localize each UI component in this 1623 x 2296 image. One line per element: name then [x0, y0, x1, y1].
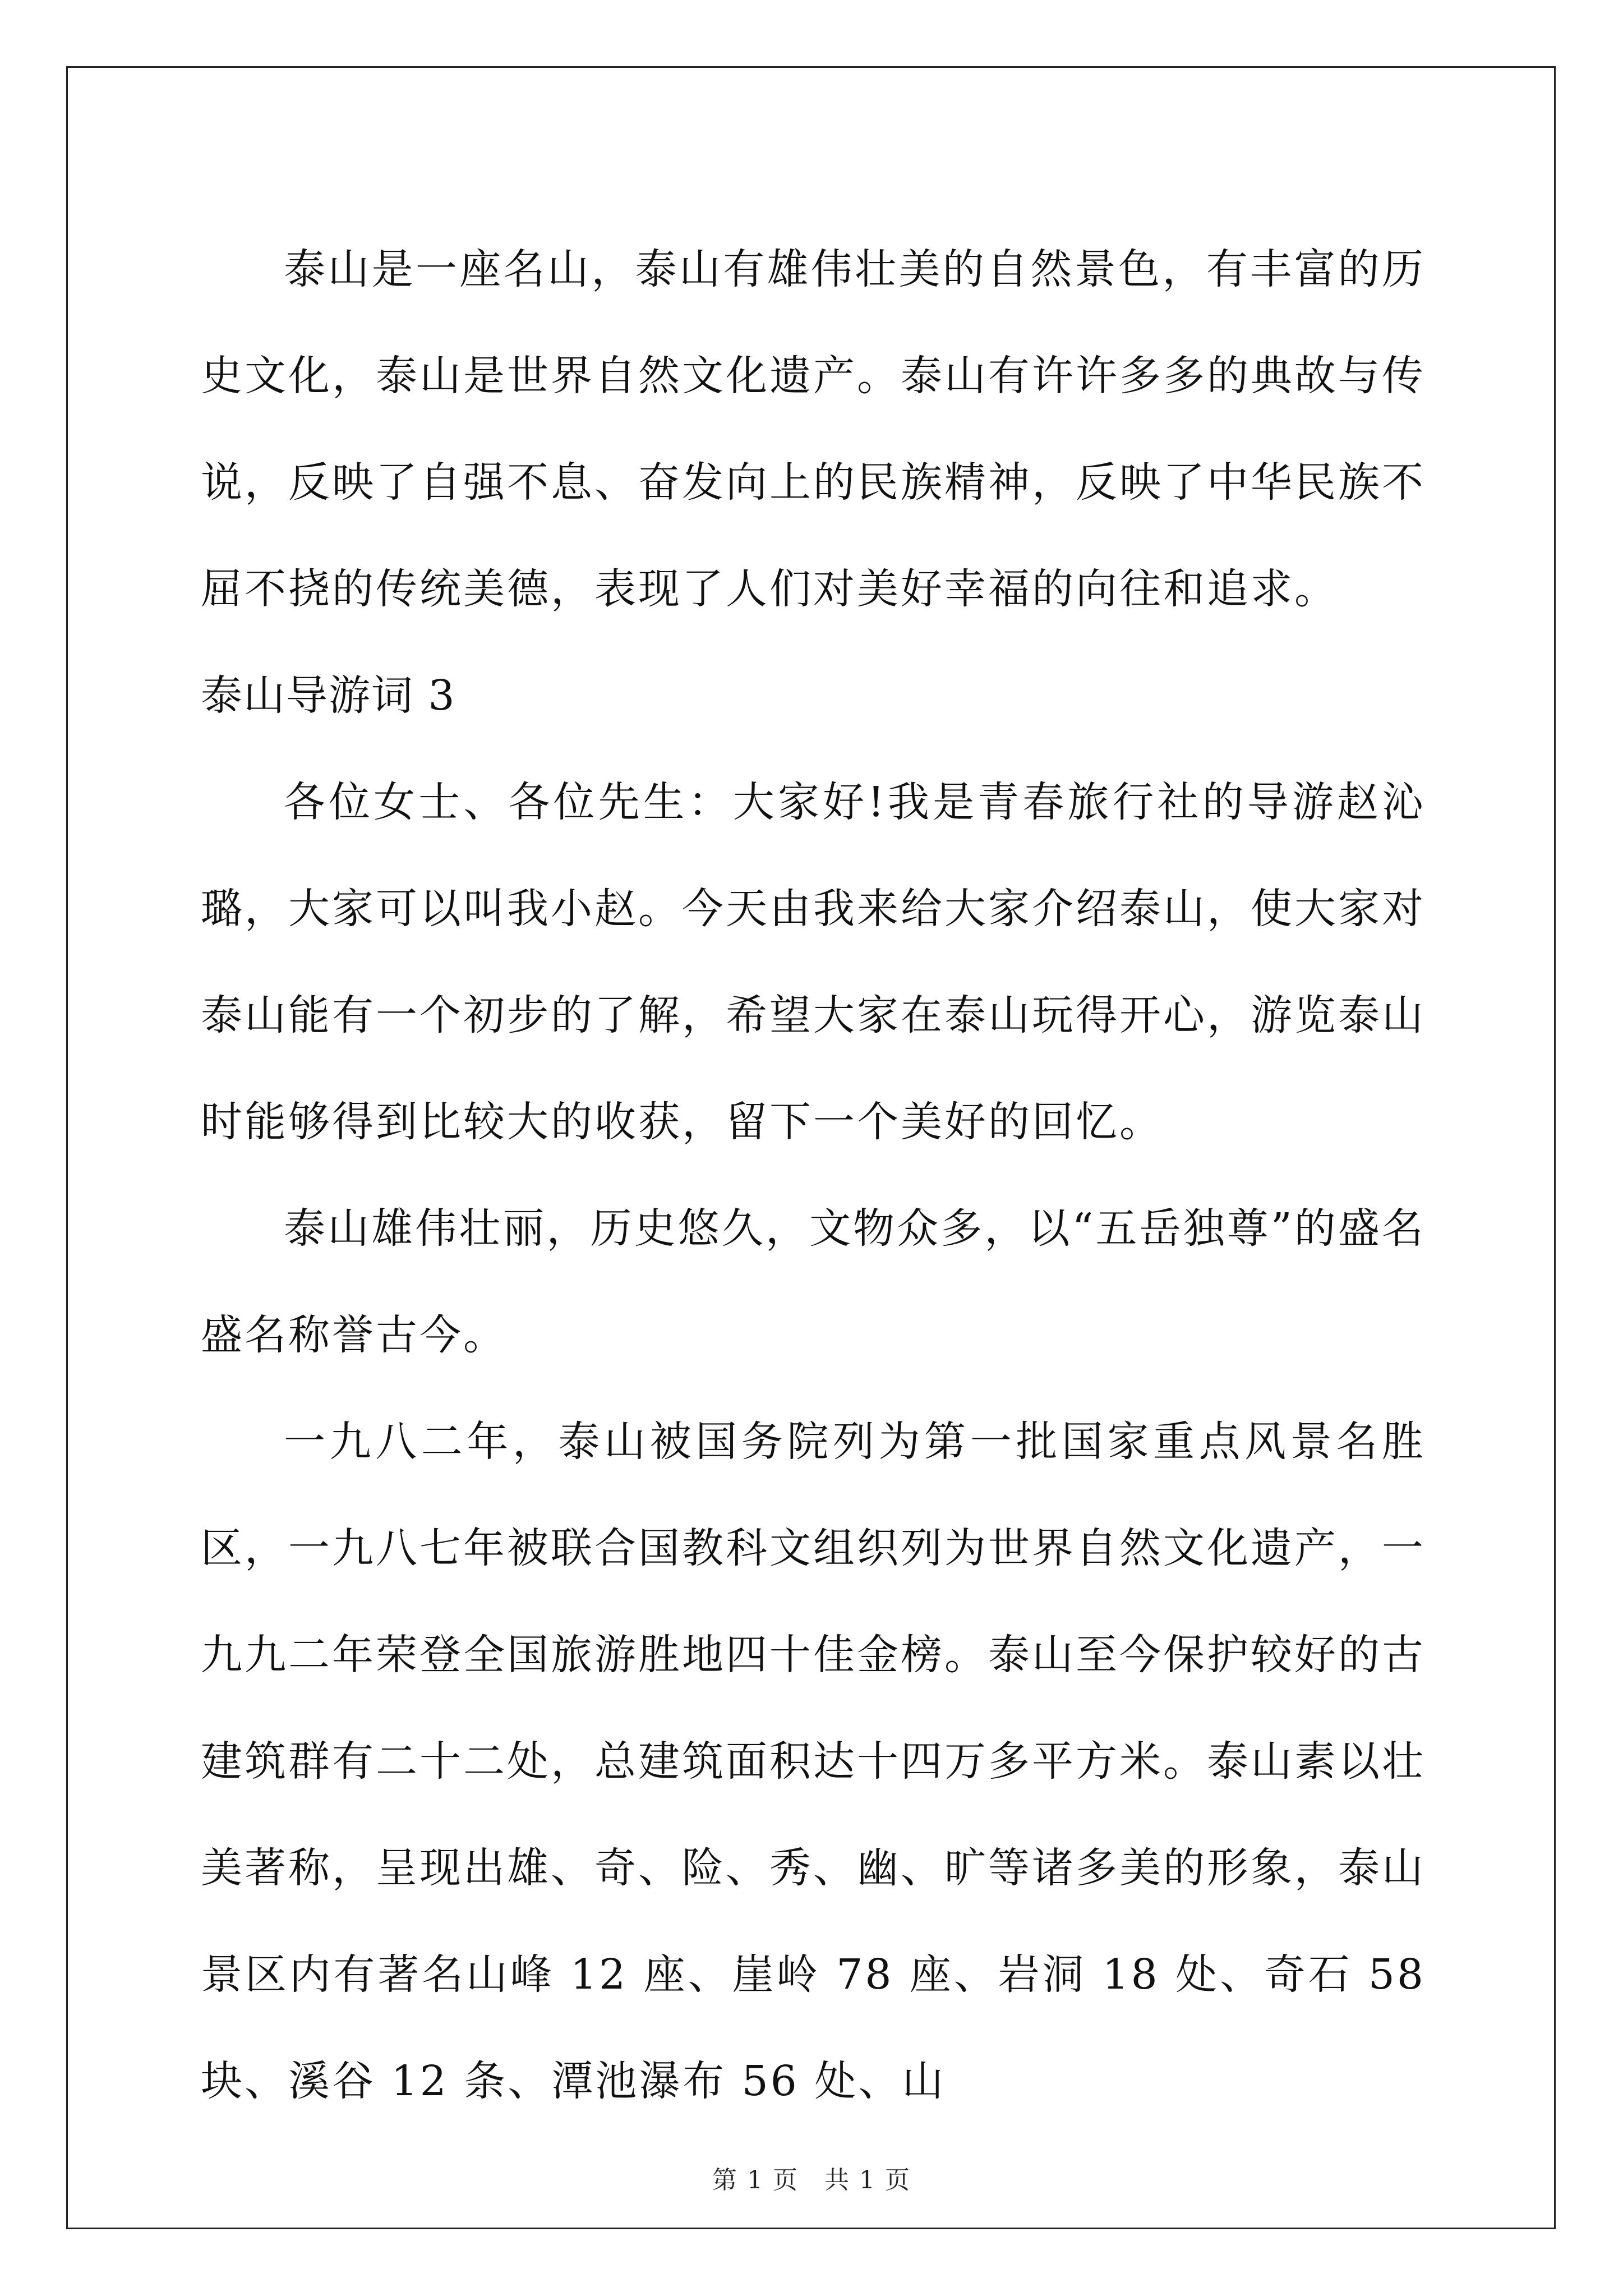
paragraph-history: 一九八二年，泰山被国务院列为第一批国家重点风景名胜区，一九八七年被联合国教科文组织列为世界自然文化遗产，一九九二年荣登全国旅游胜地四十佳金榜。泰山至今保护较好的古建筑群有二十二处，总建筑面积达十四万多平方米。泰山素以壮美著称，呈现出雄、奇、险、秀、幽、旷等诸多美的形象，泰山景区内有著名山峰 12 座、崖岭 78 座、岩洞 18 处、奇石 58 块、溪谷 12 条、潭池瀑布 56 处、山	[201, 1418, 1426, 2105]
section-heading: 泰山导游词 3	[201, 671, 456, 720]
paragraph-greeting: 各位女士、各位先生：大家好!我是青春旅行社的导游赵沁璐，大家可以叫我小赵。今天由我来给大家介绍泰山，使大家对泰山能有一个初步的了解，希望大家在泰山玩得开心，游览泰山时能够得到比较大的收获，留下一个美好的回忆。	[201, 778, 1426, 1146]
document-body	[201, 216, 1426, 2134]
paragraph-overview: 泰山雄伟壮丽，历史悠久，文物众多，以“五岳独尊”的盛名盛名称誉古今。	[201, 1204, 1426, 1359]
page-footer: 第 1 页 共 1 页	[712, 2166, 911, 2194]
paragraph-intro: 泰山是一座名山，泰山有雄伟壮美的自然景色，有丰富的历史文化，泰山是世界自然文化遗产。泰山有许许多多的典故与传说，反映了自强不息、奋发向上的民族精神，反映了中华民族不屈不挠的传统美德，表现了人们对美好幸福的向往和追求。	[201, 245, 1426, 613]
